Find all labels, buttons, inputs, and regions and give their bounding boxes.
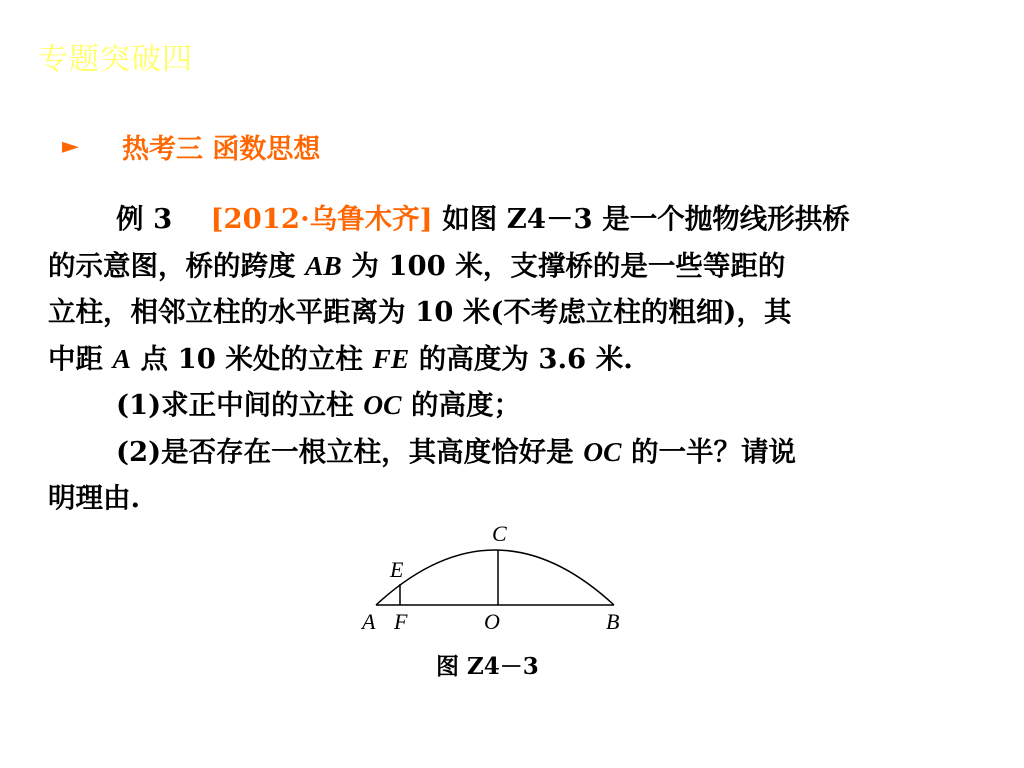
question-text-segment: (2)是否存在一根立柱，其高度恰好是: [116, 435, 584, 468]
problem-text-segment: 中距: [48, 342, 113, 375]
math-var-a: A: [112, 342, 131, 374]
bridge-diagram: [350, 515, 640, 650]
problem-line-3: [48, 289, 938, 336]
math-var-fe: FE: [372, 342, 410, 374]
problem-text-segment: 为 100 米，支撑桥的是一些等距的: [341, 249, 786, 282]
question-1: [48, 382, 938, 429]
label-e: E: [390, 557, 404, 582]
problem-text-segment: 立柱，相邻立柱的水平距离为 10 米(不考虑立柱的粗细)，其: [48, 296, 792, 328]
math-var-oc: OC: [363, 389, 402, 420]
section-title: 热考三 函数思想: [122, 133, 321, 165]
problem-text-segment: 如图 Z4－3 是一个抛物线形拱桥: [432, 203, 850, 235]
bridge-figure: [350, 515, 640, 650]
label-a: A: [362, 609, 376, 634]
parabola-arch: [376, 550, 614, 605]
problem-text-segment: 点 10 米处的立柱: [130, 342, 373, 375]
problem-line-4: [48, 336, 938, 383]
problem-source: [2012·乌鲁木齐]: [210, 203, 433, 235]
header-title: 专题突破四: [38, 42, 193, 77]
example-label: 例 3: [116, 203, 173, 235]
question-2: [48, 429, 938, 476]
problem-line-1: [48, 196, 938, 243]
label-o: O: [484, 609, 500, 634]
question-text-segment: (1)求正中间的立柱: [116, 389, 364, 421]
problem-text-segment: 的高度为 3.6 米.: [409, 342, 633, 375]
problem-line-2: [48, 243, 938, 290]
problem-text-segment: 的示意图，桥的跨度: [48, 249, 306, 282]
question-text-segment: 的高度；: [401, 389, 522, 421]
math-var-oc: OC: [583, 435, 622, 467]
label-b: B: [606, 609, 620, 634]
label-c: C: [492, 521, 507, 546]
label-f: F: [394, 609, 408, 634]
figure-caption: 图 Z4－3: [436, 653, 539, 680]
question-text-segment: 明理由.: [48, 482, 141, 514]
math-var-ab: AB: [305, 249, 342, 281]
problem-text: [48, 196, 938, 522]
section-heading: [62, 128, 320, 164]
question-text-segment: 的一半？请说: [621, 435, 797, 468]
bullet-arrow-icon: ►: [62, 133, 79, 159]
